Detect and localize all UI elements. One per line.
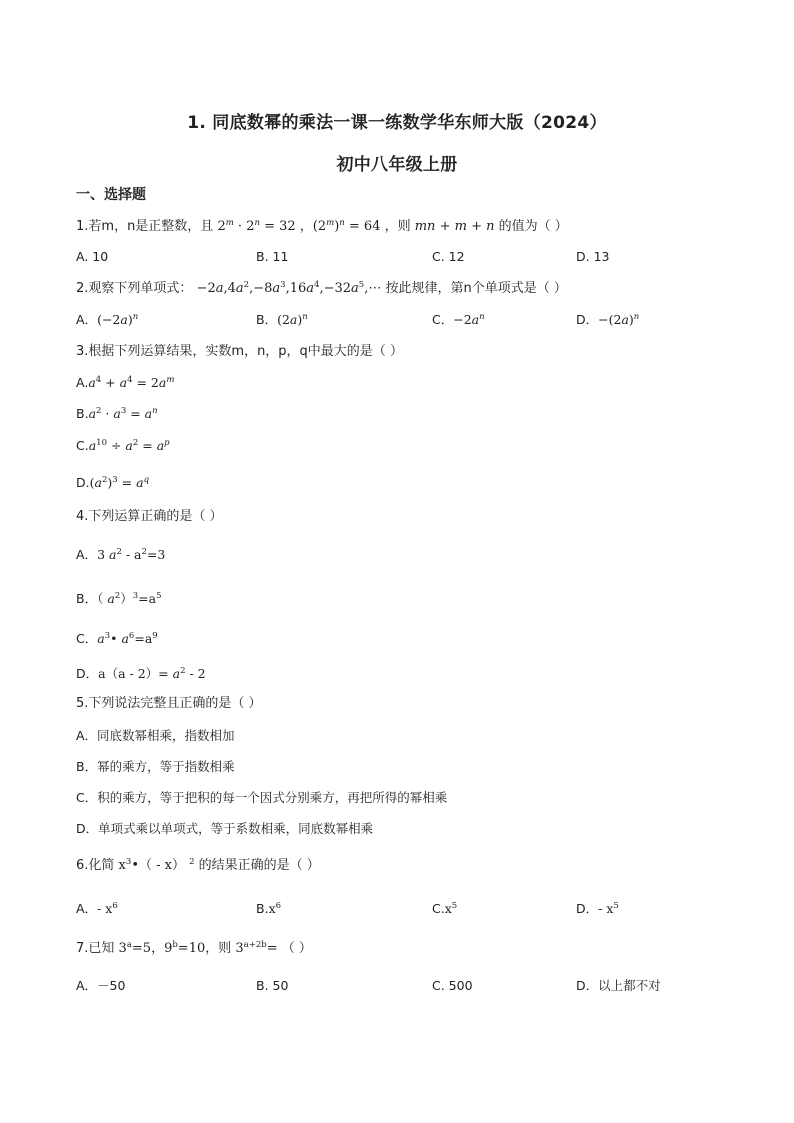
question-1-prefix: 1.若m，n是正整数，且 xyxy=(76,219,214,234)
question-7-option-d: D．以上都不对 xyxy=(576,978,661,993)
question-4-option-a: A．3 $a^2 - a^2=3$ xyxy=(76,547,166,562)
question-2-stem xyxy=(76,280,567,298)
question-2-suffix: 按此规律，第n个单项式是（ ） xyxy=(385,281,567,296)
question-5-option-b: B．幂的乘方，等于指数相乘 xyxy=(76,759,235,774)
question-6-math: $x^3•( - x)$ $^2$ xyxy=(118,857,195,873)
question-5-option-c: C．积的乘方，等于把积的每一个因式分别乘方，再把所得的幂相乘 xyxy=(76,790,448,805)
question-1-option-d: D. 13 xyxy=(576,249,610,264)
document-title-line1: 1. 同底数幂的乘法一课一练数学华东师大版（2024） xyxy=(187,113,607,133)
question-7-prefix: 7.已知 xyxy=(76,941,115,956)
question-1-suffix: 的值为（ ） xyxy=(498,219,568,234)
question-3-stem: 3.根据下列运算结果，实数m，n，p，q中最大的是（ ） xyxy=(76,344,403,359)
question-1-stem xyxy=(76,218,568,236)
question-6-option-d: D．- $x^5$ xyxy=(576,901,619,916)
question-3-option-b: $B.a^2 \cdot a^3 = a^n$ xyxy=(76,406,158,421)
question-2-prefix: 2.观察下列单项式： xyxy=(76,281,193,296)
question-5-stem: 5.下列说法完整且正确的是（ ） xyxy=(76,696,262,711)
question-1-option-b: B. 11 xyxy=(256,249,289,264)
question-7-option-c: C. 500 xyxy=(432,978,473,993)
question-4-option-b: B．（ $a^2)^3=a^5$ xyxy=(76,591,162,606)
question-3-option-c: $C.a^{10} \div a^2 = a^p$ xyxy=(76,438,170,453)
question-7-option-a: A．－50 xyxy=(76,978,126,993)
question-7-option-b: B. 50 xyxy=(256,978,289,993)
question-5-option-d: D．单项式乘以单项式，等于系数相乘，同底数幂相乘 xyxy=(76,821,374,836)
question-1-option-c: C. 12 xyxy=(432,249,465,264)
question-4-stem: 4.下列运算正确的是（ ） xyxy=(76,509,223,524)
question-7-math: $3^a=5$，$9^b=10$，则 $3^{a+2b}=$ xyxy=(118,940,278,956)
question-4-option-d: D．$a(a - 2)= a^2 - 2$ xyxy=(76,666,206,681)
question-2-option-c: C．$-2a^n$ xyxy=(432,312,485,327)
question-2-math: $-2a,4a^2,-8a^3,16a^4,-32a^5,\cdots$ xyxy=(196,280,382,296)
question-7-suffix: （ ） xyxy=(281,941,312,956)
question-1-math: $2^m \cdot 2^n = 32$ ，$(2^m)^n = 64$ ，则 mn + m + n xyxy=(217,218,495,234)
document-title-line2: 初中八年级上册 xyxy=(336,155,458,175)
question-5-option-a: A．同底数幂相乘，指数相加 xyxy=(76,728,235,743)
question-4-option-c: C．$a^3•$ $a^6=a^9$ xyxy=(76,631,158,646)
question-6-suffix: 的结果正确的是（ ） xyxy=(198,858,320,873)
question-6-option-a: A．- $x^6$ xyxy=(76,901,118,916)
question-2-option-b: B．$(2a)^n$ xyxy=(256,312,308,327)
question-6-option-c: $C.x^5$ xyxy=(432,901,458,916)
question-3-option-d: $D.(a^2)^3 = a^q$ xyxy=(76,475,150,490)
question-1-option-a: A. 10 xyxy=(76,249,109,264)
question-7-stem xyxy=(76,940,312,958)
question-3-option-a: $A.a^4 + a^4 = 2a^m$ xyxy=(76,375,175,390)
section-heading: 一、选择题 xyxy=(76,187,146,203)
question-6-stem xyxy=(76,857,320,875)
question-2-option-d: D．$-(2a)^n$ xyxy=(576,312,640,327)
question-6-option-b: $B.x^6$ xyxy=(256,901,282,916)
question-6-prefix: 6.化简 xyxy=(76,858,115,873)
question-2-option-a: A．$(-2a)^n$ xyxy=(76,312,139,327)
